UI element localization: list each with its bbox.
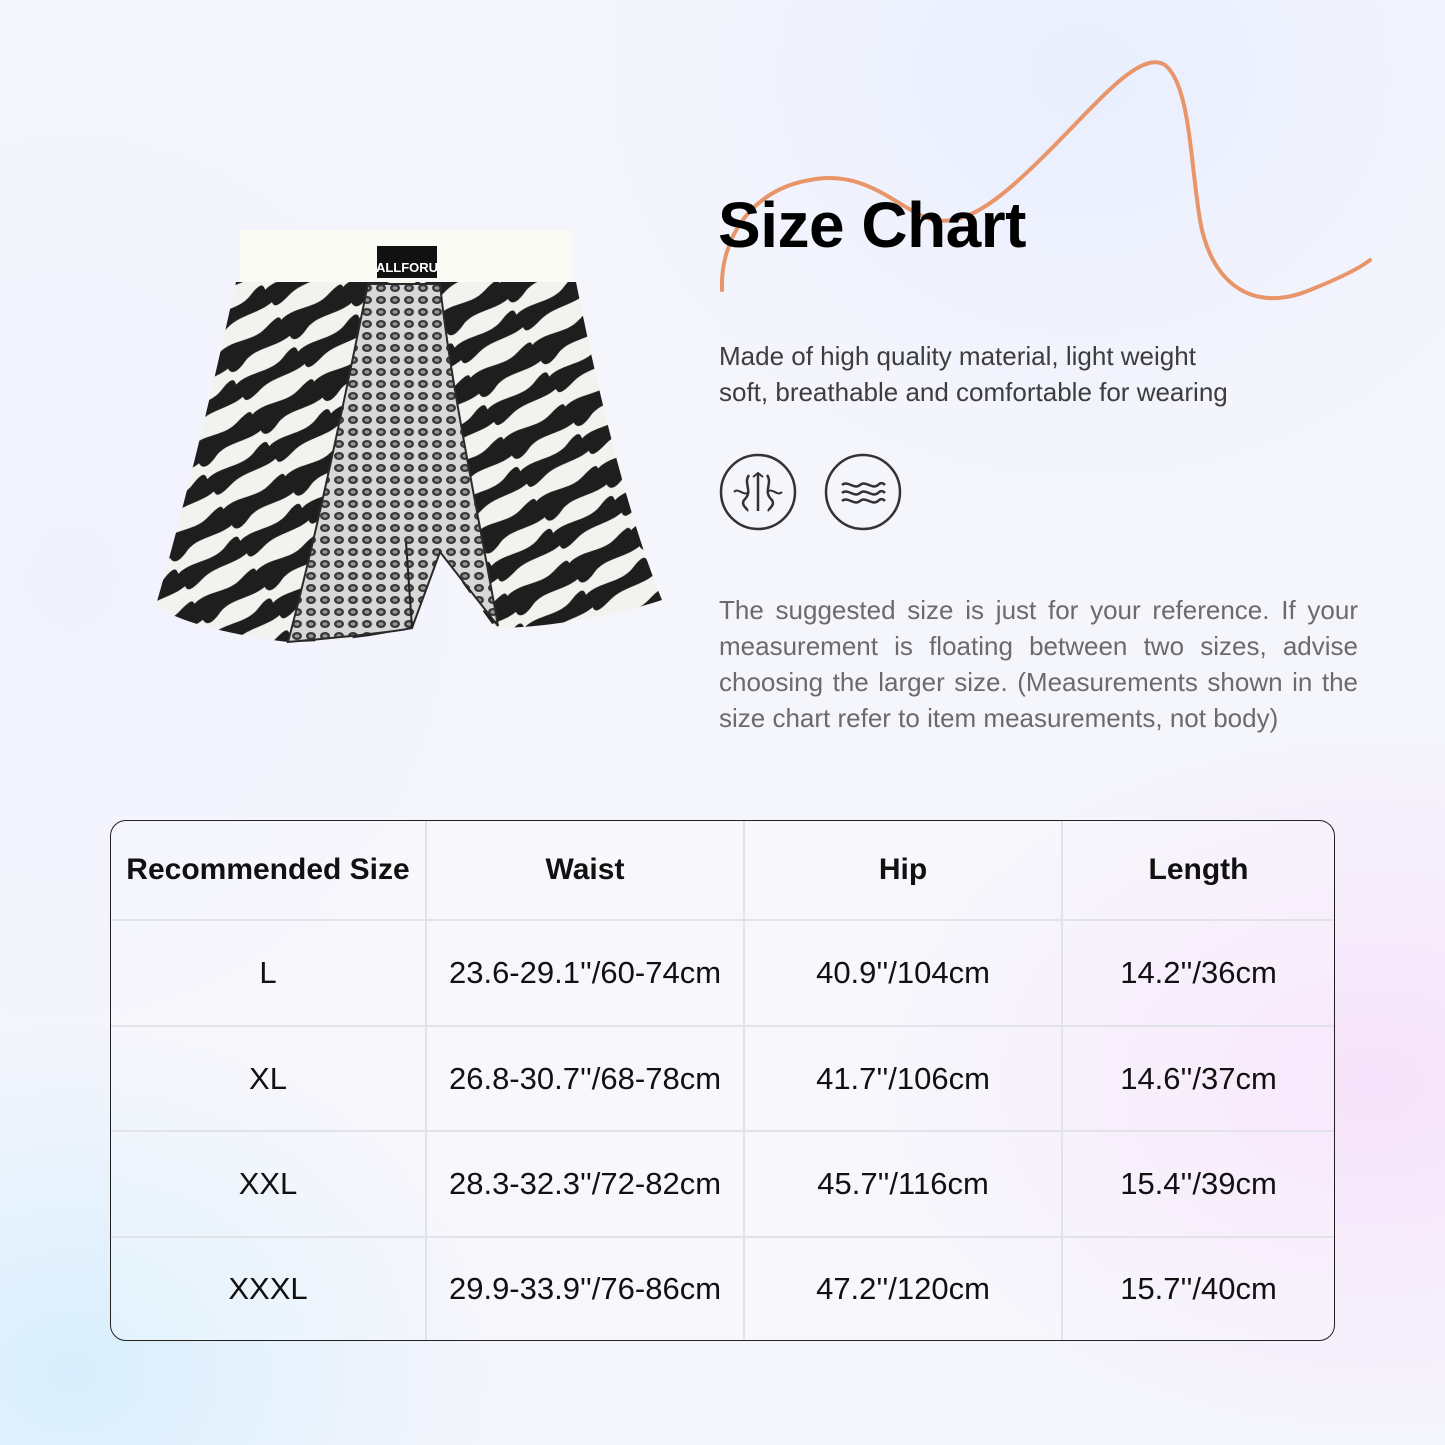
cell-waist: 28.3-32.3''/72-82cm (426, 1131, 744, 1237)
header-waist: Waist (426, 821, 744, 920)
cell-hip: 40.9''/104cm (744, 920, 1062, 1026)
size-chart-table (110, 820, 1335, 1341)
cell-length: 15.7''/40cm (1120, 1271, 1277, 1307)
cell-size: XXL (111, 1131, 426, 1237)
cell-waist: 29.9-33.9''/76-86cm (426, 1237, 744, 1340)
description-line-1: Made of high quality material, light weight (719, 341, 1196, 371)
cell-waist: 23.6-29.1''/60-74cm (426, 920, 744, 1026)
cell-length: 14.6''/37cm (1062, 1026, 1334, 1132)
cell-length: 14.2''/36cm (1062, 920, 1334, 1026)
breathable-fabric-icon (719, 453, 797, 531)
size-reference-note: The suggested size is just for your reference. If your measurement is floating between two sizes, advise choosing the larger size. (Measurements shown in the size chart refer to item measurements, not body) (719, 595, 1358, 733)
cell-size: XXXL (111, 1237, 426, 1340)
header-hip: Hip (744, 821, 1062, 920)
cell-size: L (111, 920, 426, 1026)
cell-hip: 47.2''/120cm (744, 1237, 1062, 1340)
brand-label-text: ALLFORU (375, 260, 439, 275)
table-row (111, 1026, 1334, 1132)
description-line-2: soft, breathable and comfortable for wearing (719, 377, 1228, 407)
table-header-row (111, 821, 1334, 920)
header-length: Length (1062, 821, 1334, 920)
product-description (719, 338, 1319, 410)
size-table (111, 821, 1334, 1340)
cell-waist: 26.8-30.7''/68-78cm (426, 1026, 744, 1132)
header-recommended-size: Recommended Size (111, 821, 426, 920)
decorative-swirl (690, 40, 1390, 320)
swirl-line (722, 62, 1370, 298)
table-row (111, 920, 1334, 1026)
product-shorts-image (150, 222, 670, 652)
page-title: Size Chart (718, 189, 1026, 261)
soft-lightweight-icon (824, 453, 902, 531)
cell-hip: 41.7''/106cm (744, 1026, 1062, 1132)
table-row (111, 1131, 1334, 1237)
table-row (111, 1237, 1334, 1340)
cell-length: 15.4''/39cm (1062, 1131, 1334, 1237)
cell-hip: 45.7''/116cm (744, 1131, 1062, 1237)
cell-size: XL (111, 1026, 426, 1132)
